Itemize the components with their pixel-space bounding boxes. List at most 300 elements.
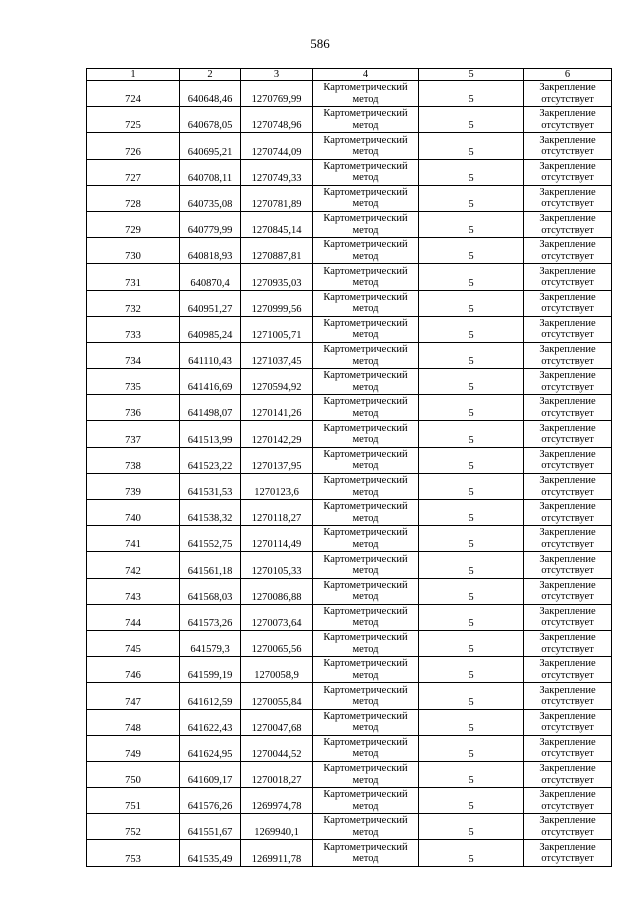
method-line-1: Картометрический <box>323 344 408 356</box>
method-cell <box>313 604 419 630</box>
method-cell <box>313 107 419 133</box>
point-number-cell: 743 <box>87 578 180 604</box>
fixation-cell <box>524 709 612 735</box>
fixation-line-2: отсутствует <box>541 486 594 498</box>
method-line-1: Картометрический <box>323 291 408 303</box>
x-coordinate-cell: 641622,43 <box>180 709 241 735</box>
x-coordinate-cell: 641513,99 <box>180 421 241 447</box>
x-coordinate-cell: 640818,93 <box>180 238 241 264</box>
fixation-line-1: Закрепление <box>539 789 596 801</box>
fixation-line-1: Закрепление <box>539 239 596 251</box>
x-coordinate-cell: 640678,05 <box>180 107 241 133</box>
fixation-cell <box>524 81 612 107</box>
y-coordinate-cell: 1270086,88 <box>241 578 313 604</box>
x-coordinate-cell: 640870,4 <box>180 264 241 290</box>
table-row <box>87 81 612 107</box>
fixation-line-1: Закрепление <box>539 684 596 696</box>
point-number-cell: 733 <box>87 316 180 342</box>
fixation-line-2: отсутствует <box>541 800 594 812</box>
method-line-1: Картометрический <box>323 239 408 251</box>
fixation-line-2: отсутствует <box>541 119 594 131</box>
fixation-line-1: Закрепление <box>539 317 596 329</box>
point-number-cell: 740 <box>87 500 180 526</box>
method-line-2: метод <box>352 643 379 655</box>
fixation-line-2: отсутствует <box>541 434 594 446</box>
fixation-line-2: отсутствует <box>541 512 594 524</box>
y-coordinate-cell: 1270769,99 <box>241 81 313 107</box>
method-line-2: метод <box>352 434 379 446</box>
fixation-cell <box>524 814 612 840</box>
accuracy-cell: 5 <box>419 709 524 735</box>
fixation-line-1: Закрепление <box>539 213 596 225</box>
y-coordinate-cell: 1270594,92 <box>241 369 313 395</box>
method-line-2: метод <box>352 250 379 262</box>
x-coordinate-cell: 641535,49 <box>180 840 241 866</box>
point-number-cell: 724 <box>87 81 180 107</box>
fixation-line-2: отсутствует <box>541 565 594 577</box>
method-cell <box>313 159 419 185</box>
method-cell <box>313 761 419 787</box>
x-coordinate-cell: 641551,67 <box>180 814 241 840</box>
method-line-2: метод <box>352 512 379 524</box>
method-line-2: метод <box>352 277 379 288</box>
y-coordinate-cell: 1270749,33 <box>241 159 313 185</box>
fixation-line-2: отсутствует <box>541 643 594 655</box>
fixation-line-2: отсутствует <box>541 538 594 550</box>
method-line-2: метод <box>352 748 379 760</box>
method-line-1: Картометрический <box>323 265 408 277</box>
method-line-1: Картометрический <box>323 553 408 565</box>
y-coordinate-cell: 1269940,1 <box>241 814 313 840</box>
table-header-row <box>87 69 612 81</box>
fixation-line-2: отсутствует <box>541 172 594 184</box>
method-line-1: Картометрический <box>323 370 408 382</box>
x-coordinate-cell: 640735,08 <box>180 185 241 211</box>
method-line-1: Картометрический <box>323 213 408 225</box>
y-coordinate-cell: 1270044,52 <box>241 735 313 761</box>
x-coordinate-cell: 640695,21 <box>180 133 241 159</box>
table-row <box>87 735 612 761</box>
y-coordinate-cell: 1270887,81 <box>241 238 313 264</box>
fixation-cell <box>524 316 612 342</box>
fixation-line-2: отсутствует <box>541 407 594 419</box>
method-cell <box>313 211 419 237</box>
accuracy-cell: 5 <box>419 81 524 107</box>
method-line-1: Картометрический <box>323 134 408 146</box>
table-row <box>87 552 612 578</box>
x-coordinate-cell: 641568,03 <box>180 578 241 604</box>
y-coordinate-cell: 1270058,9 <box>241 657 313 683</box>
y-coordinate-cell: 1270065,56 <box>241 630 313 656</box>
point-number-cell: 738 <box>87 447 180 473</box>
method-line-2: метод <box>352 224 379 236</box>
fixation-line-1: Закрепление <box>539 396 596 408</box>
y-coordinate-cell: 1270137,95 <box>241 447 313 473</box>
method-cell <box>313 395 419 421</box>
fixation-line-1: Закрепление <box>539 553 596 565</box>
accuracy-cell: 5 <box>419 788 524 814</box>
fixation-line-2: отсутствует <box>541 329 594 341</box>
fixation-cell <box>524 421 612 447</box>
table-row <box>87 185 612 211</box>
method-cell <box>313 840 419 866</box>
accuracy-cell: 5 <box>419 290 524 316</box>
method-cell <box>313 316 419 342</box>
point-number-cell: 739 <box>87 473 180 499</box>
x-coordinate-cell: 640951,27 <box>180 290 241 316</box>
table-row <box>87 473 612 499</box>
fixation-cell <box>524 526 612 552</box>
method-line-1: Картометрический <box>323 684 408 696</box>
point-number-cell: 752 <box>87 814 180 840</box>
method-line-2: метод <box>352 853 379 865</box>
method-cell <box>313 369 419 395</box>
method-line-1: Картометрический <box>323 527 408 539</box>
table-row <box>87 107 612 133</box>
y-coordinate-cell: 1270748,96 <box>241 107 313 133</box>
fixation-line-1: Закрепление <box>539 763 596 775</box>
method-line-2: метод <box>352 696 379 707</box>
column-header: 3 <box>241 69 313 81</box>
fixation-line-1: Закрепление <box>539 134 596 146</box>
method-line-2: метод <box>352 198 379 210</box>
fixation-line-2: отсутствует <box>541 460 594 472</box>
method-line-2: метод <box>352 355 379 367</box>
x-coordinate-cell: 641523,22 <box>180 447 241 473</box>
fixation-cell <box>524 473 612 499</box>
accuracy-cell: 5 <box>419 264 524 290</box>
column-header: 5 <box>419 69 524 81</box>
point-number-cell: 741 <box>87 526 180 552</box>
point-number-cell: 736 <box>87 395 180 421</box>
accuracy-cell: 5 <box>419 604 524 630</box>
fixation-line-1: Закрепление <box>539 186 596 198</box>
accuracy-cell: 5 <box>419 185 524 211</box>
method-line-1: Картометрический <box>323 422 408 434</box>
fixation-line-2: отсутствует <box>541 853 594 865</box>
method-cell <box>313 552 419 578</box>
fixation-line-1: Закрепление <box>539 108 596 120</box>
method-line-1: Картометрический <box>323 317 408 329</box>
table-row <box>87 709 612 735</box>
method-cell <box>313 421 419 447</box>
point-number-cell: 744 <box>87 604 180 630</box>
method-cell <box>313 526 419 552</box>
table-row <box>87 526 612 552</box>
table-row <box>87 604 612 630</box>
x-coordinate-cell: 641624,95 <box>180 735 241 761</box>
accuracy-cell: 5 <box>419 683 524 709</box>
accuracy-cell: 5 <box>419 107 524 133</box>
accuracy-cell: 5 <box>419 369 524 395</box>
coordinates-table <box>86 68 612 867</box>
method-line-2: метод <box>352 93 379 105</box>
x-coordinate-cell: 641416,69 <box>180 369 241 395</box>
point-number-cell: 742 <box>87 552 180 578</box>
method-line-1: Картометрический <box>323 789 408 801</box>
x-coordinate-cell: 641498,07 <box>180 395 241 421</box>
point-number-cell: 731 <box>87 264 180 290</box>
method-cell <box>313 735 419 761</box>
x-coordinate-cell: 640708,11 <box>180 159 241 185</box>
fixation-line-2: отсутствует <box>541 774 594 786</box>
fixation-line-1: Закрепление <box>539 815 596 827</box>
fixation-cell <box>524 238 612 264</box>
fixation-line-2: отсутствует <box>541 355 594 367</box>
fixation-cell <box>524 159 612 185</box>
fixation-line-1: Закрепление <box>539 160 596 172</box>
method-cell <box>313 185 419 211</box>
fixation-cell <box>524 552 612 578</box>
method-line-1: Картометрический <box>323 160 408 172</box>
point-number-cell: 747 <box>87 683 180 709</box>
point-number-cell: 751 <box>87 788 180 814</box>
fixation-cell <box>524 395 612 421</box>
fixation-line-1: Закрепление <box>539 344 596 356</box>
method-cell <box>313 473 419 499</box>
table-row <box>87 264 612 290</box>
fixation-line-2: отсутствует <box>541 696 594 707</box>
fixation-line-2: отсутствует <box>541 591 594 603</box>
y-coordinate-cell: 1270935,03 <box>241 264 313 290</box>
method-line-2: метод <box>352 826 379 838</box>
accuracy-cell: 5 <box>419 342 524 368</box>
fixation-cell <box>524 840 612 866</box>
table-row <box>87 421 612 447</box>
table-row <box>87 683 612 709</box>
method-cell <box>313 683 419 709</box>
table-row <box>87 369 612 395</box>
point-number-cell: 748 <box>87 709 180 735</box>
fixation-cell <box>524 369 612 395</box>
x-coordinate-cell: 641552,75 <box>180 526 241 552</box>
point-number-cell: 734 <box>87 342 180 368</box>
method-line-2: метод <box>352 591 379 603</box>
method-line-2: метод <box>352 146 379 158</box>
point-number-cell: 753 <box>87 840 180 866</box>
accuracy-cell: 5 <box>419 211 524 237</box>
y-coordinate-cell: 1271005,71 <box>241 316 313 342</box>
table-row <box>87 500 612 526</box>
fixation-cell <box>524 342 612 368</box>
accuracy-cell: 5 <box>419 238 524 264</box>
accuracy-cell: 5 <box>419 395 524 421</box>
accuracy-cell: 5 <box>419 421 524 447</box>
method-line-2: метод <box>352 617 379 629</box>
method-line-2: метод <box>352 722 379 734</box>
method-line-2: метод <box>352 119 379 131</box>
fixation-cell <box>524 735 612 761</box>
table-row <box>87 342 612 368</box>
accuracy-cell: 5 <box>419 814 524 840</box>
fixation-line-1: Закрепление <box>539 448 596 460</box>
method-line-1: Картометрический <box>323 82 408 94</box>
method-line-1: Картометрический <box>323 841 408 853</box>
point-number-cell: 727 <box>87 159 180 185</box>
fixation-line-2: отсутствует <box>541 617 594 629</box>
accuracy-cell: 5 <box>419 761 524 787</box>
y-coordinate-cell: 1270073,64 <box>241 604 313 630</box>
fixation-line-1: Закрепление <box>539 632 596 644</box>
point-number-cell: 735 <box>87 369 180 395</box>
table-row <box>87 814 612 840</box>
table-row <box>87 630 612 656</box>
y-coordinate-cell: 1270055,84 <box>241 683 313 709</box>
column-header: 4 <box>313 69 419 81</box>
fixation-line-1: Закрепление <box>539 82 596 94</box>
accuracy-cell: 5 <box>419 840 524 866</box>
fixation-line-2: отсутствует <box>541 250 594 262</box>
fixation-line-1: Закрепление <box>539 501 596 513</box>
method-line-2: метод <box>352 565 379 577</box>
y-coordinate-cell: 1269974,78 <box>241 788 313 814</box>
fixation-line-2: отсутствует <box>541 198 594 210</box>
method-line-2: метод <box>352 538 379 550</box>
table-row <box>87 447 612 473</box>
fixation-line-1: Закрепление <box>539 841 596 853</box>
point-number-cell: 745 <box>87 630 180 656</box>
point-number-cell: 746 <box>87 657 180 683</box>
fixation-line-2: отсутствует <box>541 277 594 288</box>
y-coordinate-cell: 1270123,6 <box>241 473 313 499</box>
y-coordinate-cell: 1270114,49 <box>241 526 313 552</box>
accuracy-cell: 5 <box>419 735 524 761</box>
method-cell <box>313 578 419 604</box>
y-coordinate-cell: 1270999,56 <box>241 290 313 316</box>
table-row <box>87 290 612 316</box>
fixation-line-1: Закрепление <box>539 605 596 617</box>
fixation-line-2: отсутствует <box>541 381 594 393</box>
method-cell <box>313 814 419 840</box>
method-line-1: Картометрический <box>323 736 408 748</box>
method-line-2: метод <box>352 800 379 812</box>
table-row <box>87 840 612 866</box>
method-line-1: Картометрический <box>323 632 408 644</box>
method-cell <box>313 709 419 735</box>
fixation-cell <box>524 683 612 709</box>
table-row <box>87 788 612 814</box>
fixation-cell <box>524 604 612 630</box>
fixation-line-2: отсутствует <box>541 669 594 681</box>
fixation-line-1: Закрепление <box>539 422 596 434</box>
method-cell <box>313 290 419 316</box>
point-number-cell: 737 <box>87 421 180 447</box>
accuracy-cell: 5 <box>419 447 524 473</box>
column-header: 2 <box>180 69 241 81</box>
method-line-1: Картометрический <box>323 605 408 617</box>
fixation-line-1: Закрепление <box>539 265 596 277</box>
method-cell <box>313 342 419 368</box>
method-cell <box>313 133 419 159</box>
method-cell <box>313 81 419 107</box>
table-row <box>87 761 612 787</box>
column-header: 6 <box>524 69 612 81</box>
y-coordinate-cell: 1270141,26 <box>241 395 313 421</box>
point-number-cell: 749 <box>87 735 180 761</box>
method-line-2: метод <box>352 669 379 681</box>
method-line-1: Картометрический <box>323 475 408 486</box>
fixation-line-1: Закрепление <box>539 475 596 486</box>
point-number-cell: 728 <box>87 185 180 211</box>
point-number-cell: 730 <box>87 238 180 264</box>
table-row <box>87 133 612 159</box>
method-line-2: метод <box>352 486 379 498</box>
method-line-1: Картометрический <box>323 710 408 722</box>
fixation-line-2: отсутствует <box>541 93 594 105</box>
fixation-cell <box>524 761 612 787</box>
x-coordinate-cell: 641110,43 <box>180 342 241 368</box>
fixation-cell <box>524 264 612 290</box>
method-line-2: метод <box>352 381 379 393</box>
x-coordinate-cell: 641573,26 <box>180 604 241 630</box>
method-line-2: метод <box>352 774 379 786</box>
x-coordinate-cell: 640779,99 <box>180 211 241 237</box>
table-row <box>87 578 612 604</box>
y-coordinate-cell: 1270018,27 <box>241 761 313 787</box>
table-row <box>87 395 612 421</box>
method-line-2: метод <box>352 172 379 184</box>
table-row <box>87 159 612 185</box>
method-cell <box>313 264 419 290</box>
table-row <box>87 316 612 342</box>
accuracy-cell: 5 <box>419 133 524 159</box>
y-coordinate-cell: 1270781,89 <box>241 185 313 211</box>
method-line-2: метод <box>352 407 379 419</box>
fixation-cell <box>524 211 612 237</box>
fixation-line-2: отсутствует <box>541 748 594 760</box>
x-coordinate-cell: 640648,46 <box>180 81 241 107</box>
accuracy-cell: 5 <box>419 473 524 499</box>
x-coordinate-cell: 641576,26 <box>180 788 241 814</box>
fixation-cell <box>524 500 612 526</box>
method-cell <box>313 238 419 264</box>
point-number-cell: 729 <box>87 211 180 237</box>
x-coordinate-cell: 641561,18 <box>180 552 241 578</box>
accuracy-cell: 5 <box>419 630 524 656</box>
method-line-1: Картометрический <box>323 658 408 670</box>
x-coordinate-cell: 641579,3 <box>180 630 241 656</box>
fixation-cell <box>524 185 612 211</box>
accuracy-cell: 5 <box>419 500 524 526</box>
method-line-2: метод <box>352 303 379 315</box>
fixation-cell <box>524 133 612 159</box>
method-line-1: Картометрический <box>323 579 408 591</box>
method-line-1: Картометрический <box>323 396 408 408</box>
y-coordinate-cell: 1271037,45 <box>241 342 313 368</box>
method-cell <box>313 500 419 526</box>
method-line-2: метод <box>352 460 379 472</box>
column-header: 1 <box>87 69 180 81</box>
fixation-cell <box>524 578 612 604</box>
method-line-1: Картометрический <box>323 108 408 120</box>
accuracy-cell: 5 <box>419 578 524 604</box>
accuracy-cell: 5 <box>419 552 524 578</box>
accuracy-cell: 5 <box>419 159 524 185</box>
fixation-line-1: Закрепление <box>539 527 596 539</box>
x-coordinate-cell: 641538,32 <box>180 500 241 526</box>
method-cell <box>313 447 419 473</box>
fixation-line-2: отсутствует <box>541 146 594 158</box>
table-body <box>87 69 612 867</box>
fixation-cell <box>524 630 612 656</box>
fixation-line-2: отсутствует <box>541 826 594 838</box>
fixation-cell <box>524 290 612 316</box>
fixation-line-1: Закрепление <box>539 291 596 303</box>
point-number-cell: 726 <box>87 133 180 159</box>
page-number: 586 <box>310 36 330 51</box>
fixation-line-1: Закрепление <box>539 579 596 591</box>
method-cell <box>313 657 419 683</box>
